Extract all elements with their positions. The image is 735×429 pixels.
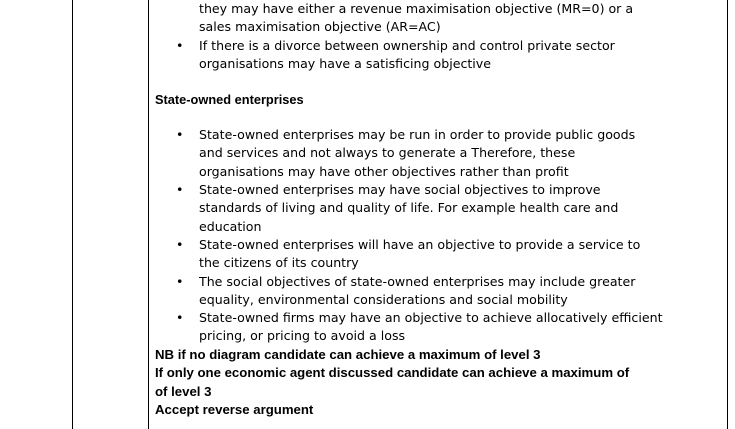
section-heading: State-owned enterprises: [155, 92, 304, 108]
bullet-icon: •: [176, 182, 184, 198]
bullet-line: standards of living and quality of life. For example health care and: [199, 200, 619, 216]
list-item: [155, 126, 715, 181]
marking-notes: [155, 346, 715, 420]
bullet-line: organisations may have other objectives rather than profit: [199, 163, 569, 179]
bullet-line: education: [199, 218, 262, 234]
bullet-list-state-owned: [155, 126, 715, 346]
bullet-icon: •: [176, 127, 184, 143]
bullet-line: State-owned enterprises may be run in order to provide public goods: [199, 127, 636, 143]
bullet-icon: •: [176, 310, 184, 326]
bullet-icon: •: [176, 37, 184, 53]
bullet-line: The social objectives of state-owned enterprises may include greater: [199, 273, 636, 289]
list-item: [155, 37, 715, 74]
guidance-cell: [155, 0, 715, 419]
note-line: Accept reverse argument: [155, 401, 314, 417]
bullet-line: If there is a divorce between ownership and control private sector: [199, 37, 615, 53]
bullet-line: organisations may have a satisficing objective: [199, 55, 492, 71]
bullet-line: State-owned enterprises may have social objectives to improve: [199, 182, 601, 198]
bullet-line: and services and not always to generate a Therefore, these: [199, 145, 576, 161]
continuation-line-1: they may have either a revenue maximisation objective (MR=0) or a: [199, 1, 634, 16]
note-line: If only one economic agent discussed candidate can achieve a maximum of: [155, 365, 630, 381]
list-item: [155, 309, 715, 346]
note-line: of level 3: [155, 383, 212, 399]
bullet-line: the citizens of its country: [199, 255, 359, 271]
column-divider: [148, 0, 149, 429]
bullet-icon: •: [176, 236, 184, 252]
list-item: [155, 236, 715, 273]
bullet-line: State-owned enterprises will have an objective to provide a service to: [199, 236, 641, 252]
continuation-paragraph: [155, 0, 715, 37]
bullet-line: State-owned firms may have an objective to achieve allocatively efficient: [199, 310, 663, 326]
continuation-line-2: sales maximisation objective (AR=AC): [199, 19, 441, 35]
bullet-line: pricing, or pricing to avoid a loss: [199, 328, 406, 344]
bullet-list-private-sector: [155, 37, 715, 74]
bullet-line: equality, environmental considerations and social mobility: [199, 291, 568, 307]
note-line: NB if no diagram candidate can achieve a maximum of level 3: [155, 346, 541, 362]
list-item: [155, 273, 715, 310]
list-item: [155, 181, 715, 236]
bullet-icon: •: [176, 273, 184, 289]
